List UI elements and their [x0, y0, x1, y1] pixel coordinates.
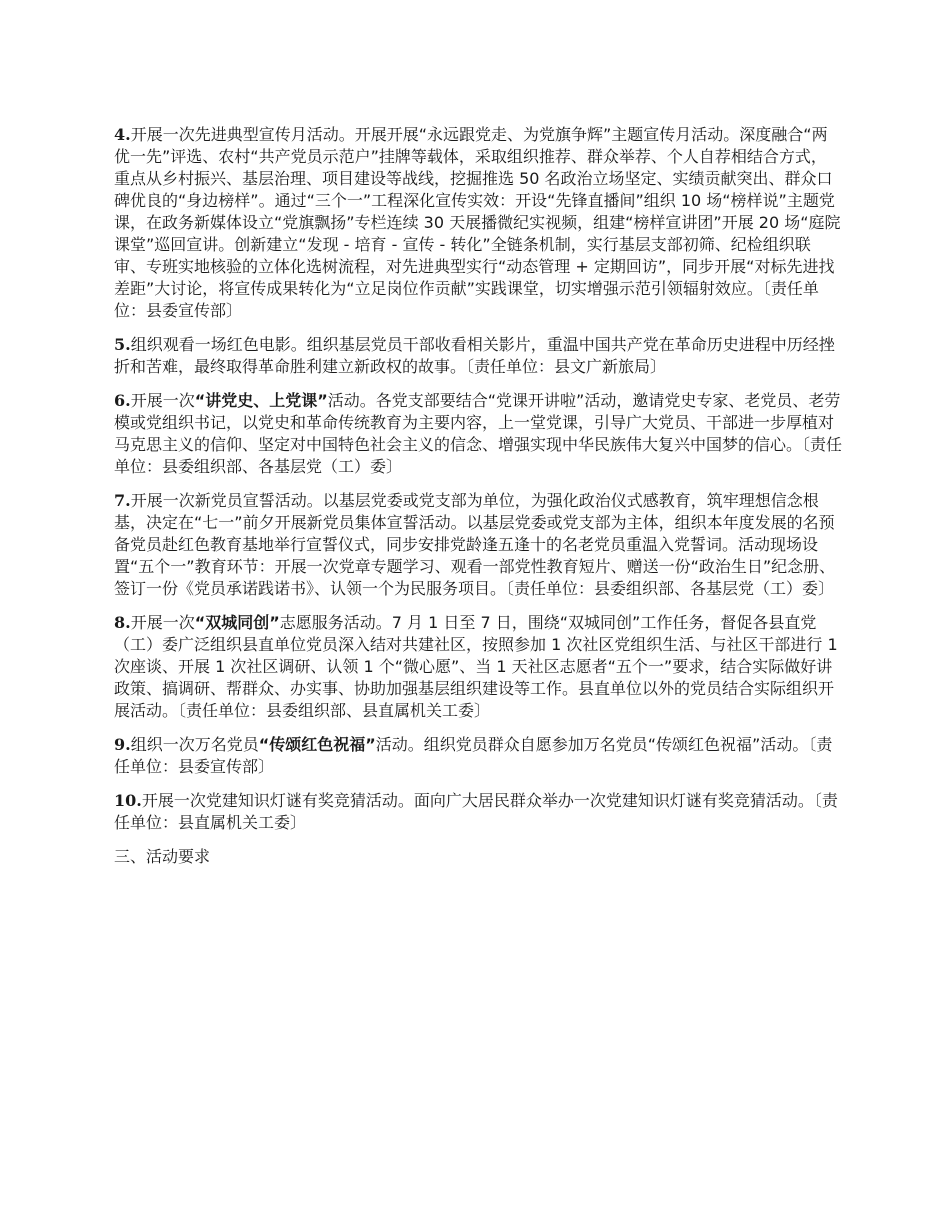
item-number: 5.: [114, 335, 131, 354]
item-text: 志愿服务活动。7 月 1 日至 7 日，围绕“双城同创”工作任务，督促各县直党（工）委广泛组织县直单位党员深入结对共建社区，按照参加 1 次社区党组织生活、与社区干部进行 1 次座谈、开展 1 次社区调研、认领 1 个“微心愿”、当 1 天社区志愿者“五个一”要求，结合实际做好讲政策、搞调研、帮群众、办实事、协助加强基层组织建设等工作。县直单位以外的党员结合实际组织开展活动。〔责任单位：县委组织部、县直属机关工委〕: [114, 613, 838, 720]
item-number: 9.: [114, 735, 131, 754]
item-text: 开展一次新党员宣誓活动。以基层党委或党支部为单位，为强化政治仪式感教育，筑牢理想信念根基，决定在“七一”前夕开展新党员集体宣誓活动。以基层党委或党支部为主体，组织本年度发展的名预备党员赴红色教育基地举行宣誓仪式，同步安排党龄逢五逢十的名老党员重温入党誓词。活动现场设置“五个一”教育环节：开展一次党章专题学习、观看一部党性教育短片、赠送一份“政治生日”纪念册、签订一份《党员承诺践诺书》、认领一个为民服务项目。〔责任单位：县委组织部、各基层党（工）委〕: [114, 491, 836, 598]
item-bold-quote: “讲党史、上党课”: [194, 391, 328, 410]
list-item-4: [114, 124, 842, 322]
item-number: 4.: [114, 125, 131, 144]
list-item-8: [114, 612, 842, 722]
item-number: 6.: [114, 391, 131, 410]
list-item-10: [114, 790, 842, 834]
item-text: 开展一次先进典型宣传月活动。开展开展“永远跟党走、为党旗争辉”主题宣传月活动。深度融合“两优一先”评选、农村“共产党员示范户”挂牌等载体，采取组织推荐、群众举荐、个人自荐相结合方式，重点从乡村振兴、基层治理、项目建设等战线，挖掘推选 50 名政治立场坚定、实绩贡献突出、群众口碑优良的“身边榜样”。通过“三个一”工程深化宣传实效：开设“先锋直播间”组织 10 场“榜样说”主题党课，在政务新媒体设立“党旗飘扬”专栏连续 30 天展播微纪实视频，组建“榜样宣讲团”开展 20 场“庭院课堂”巡回宣讲。创新建立“发现 - 培育 - 宣传 - 转化”全链条机制，实行基层支部初筛、纪检组织联审、专班实地核验的立体化选树流程，对先进典型实行“动态管理 + 定期回访”，同步开展“对标先进找差距”大讨论，将宣传成果转化为“立足岗位作贡献”实践课堂，切实增强示范引领辐射效应。〔责任单位：县委宣传部〕: [114, 125, 841, 320]
item-text: 开展一次党建知识灯谜有奖竞猜活动。面向广大居民群众举办一次党建知识灯谜有奖竞猜活动。〔责任单位：县直属机关工委〕: [114, 791, 838, 832]
list-item-7: [114, 490, 842, 600]
item-number: 10.: [114, 791, 142, 810]
item-text: 组织观看一场红色电影。组织基层党员干部收看相关影片，重温中国共产党在革命历史进程中历经挫折和苦难，最终取得革命胜利建立新政权的故事。〔责任单位：县文广新旅局〕: [114, 335, 835, 376]
item-text: 活动。各党支部要结合“党课开讲啦”活动，邀请党史专家、老党员、老劳模或党组织书记，以党史和革命传统教育为主要内容，上一堂党课，引导广大党员、干部进一步厚植对马克思主义的信仰、坚定对中国特色社会主义的信念、增强实现中华民族伟大复兴中国梦的信心。〔责任单位：县委组织部、各基层党（工）委〕: [114, 391, 843, 476]
list-item-5: [114, 334, 842, 378]
item-number: 7.: [114, 491, 131, 510]
list-item-6: [114, 390, 842, 478]
item-text: 活动。组织党员群众自愿参加万名党员“传颂红色祝福”活动。〔责任单位：县委宣传部〕: [114, 735, 833, 776]
item-number: 8.: [114, 613, 131, 632]
item-prefix: 开展一次: [130, 613, 195, 632]
document-body: [114, 124, 842, 868]
item-bold-quote: “双城同创”: [194, 613, 280, 632]
item-prefix: 组织一次万名党员: [130, 735, 259, 754]
list-item-9: [114, 734, 842, 778]
item-bold-quote: “传颂红色祝福”: [258, 735, 376, 754]
item-prefix: 开展一次: [130, 391, 195, 410]
section-heading: 三、活动要求: [114, 847, 211, 866]
